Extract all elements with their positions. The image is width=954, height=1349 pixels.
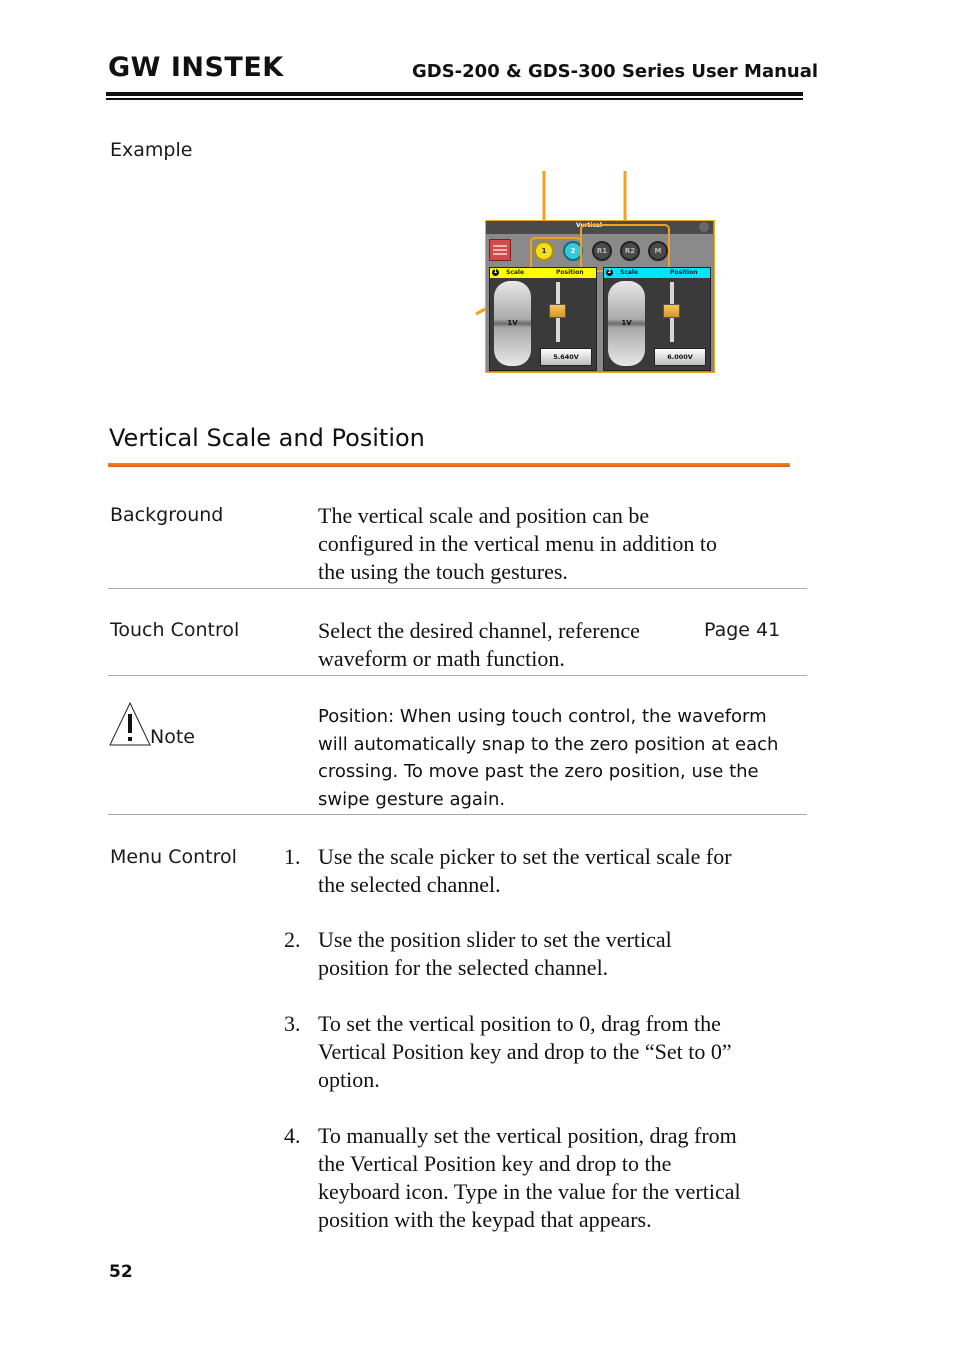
step-1-line-2: the selected channel. (318, 872, 501, 897)
channel-1-scale-label: Scale (506, 269, 525, 276)
channel-2-scale-value: 1V (621, 319, 632, 327)
step-4-line-1: To manually set the vertical position, drag from (318, 1123, 737, 1148)
channel-2-button: 2 (563, 241, 583, 261)
section-title-rule (108, 463, 790, 467)
header-rule-thin (106, 98, 803, 100)
warning-icon (108, 701, 152, 747)
channel-1-position-thumb (549, 304, 566, 318)
channel-1-panel (489, 267, 597, 371)
step-2-line-1: Use the position slider to set the vertical (318, 927, 672, 952)
note-line-4: swipe gesture again. (318, 788, 506, 810)
manual-title: GDS-200 & GDS-300 Series User Manual (412, 61, 819, 82)
channel-1-position-label: Position (556, 269, 584, 276)
background-label: Background (110, 504, 224, 526)
page-reference-link[interactable]: Page 41 (704, 619, 781, 641)
note-line-3: crossing. To move past the zero position, use the (318, 761, 759, 782)
step-1-text (318, 843, 732, 899)
menu-control-label: Menu Control (110, 846, 237, 868)
channel-2-position-thumb (663, 304, 680, 318)
step-3-line-3: option. (318, 1067, 380, 1092)
row-divider (108, 588, 807, 589)
channel-2-position-readout: 6.000V (654, 348, 706, 366)
touch-control-line-1: Select the desired channel, reference (318, 618, 640, 643)
channel-2-scale-label: Scale (620, 269, 639, 276)
gw-instek-logo: GW INSTEK (108, 52, 284, 83)
channel-1-panel-header (490, 268, 596, 278)
touch-control-text (318, 617, 640, 673)
step-4-line-3: keyboard icon. Type in the value for the vertical (318, 1179, 741, 1204)
background-text (318, 502, 717, 586)
screen-menu-icon (489, 239, 511, 261)
note-line-2: will automatically snap to the zero position at each (318, 733, 779, 755)
step-3-line-1: To set the vertical position to 0, drag from the (318, 1011, 721, 1036)
step-4-number: 4. (284, 1123, 301, 1148)
ref-1-button: R1 (592, 241, 612, 261)
ref-math-highlight-box (580, 224, 670, 272)
background-line-1: The vertical scale and position can be (318, 503, 650, 528)
step-4-line-4: position with the keypad that appears. (318, 1207, 652, 1232)
step-3-number: 3. (284, 1011, 301, 1036)
step-4-text (318, 1122, 741, 1234)
screen-menu-title: Vertical (576, 222, 602, 229)
step-3-line-2: Vertical Position key and drop to the “Set to 0” (318, 1039, 732, 1064)
section-title: Vertical Scale and Position (109, 424, 425, 452)
step-2-number: 2. (284, 927, 301, 952)
touch-control-line-2: waveform or math function. (318, 646, 565, 671)
screen-settings-icon (699, 222, 709, 232)
row-divider (108, 814, 807, 815)
step-4-line-2: the Vertical Position key and drop to the (318, 1151, 672, 1176)
step-1-line-1: Use the scale picker to set the vertical scale for (318, 844, 732, 869)
example-label: Example (110, 139, 193, 161)
background-line-2: configured in the vertical menu in addition to (318, 531, 717, 556)
channel-2-panel (603, 267, 711, 371)
note-label: Note (150, 726, 195, 748)
channel-2-position-label: Position (670, 269, 698, 276)
header-rule-thick (106, 92, 803, 96)
note-text (318, 703, 778, 813)
channel-2-number: 2 (607, 269, 612, 275)
step-2-text (318, 926, 672, 982)
vertical-menu-screenshot (485, 220, 715, 373)
page-number: 52 (109, 1262, 133, 1282)
step-2-line-2: position for the selected channel. (318, 955, 609, 980)
note-line-1: Position: When using touch control, the waveform (318, 706, 767, 727)
step-3-text (318, 1010, 732, 1094)
touch-control-label: Touch Control (110, 619, 240, 641)
background-line-3: the using the touch gestures. (318, 559, 568, 584)
channel-2-scale-picker (608, 281, 645, 366)
channel-1-position-readout: 5.640V (540, 348, 592, 366)
channel-1-number: 1 (493, 269, 498, 275)
row-divider (108, 675, 807, 676)
step-1-number: 1. (284, 844, 301, 869)
math-button: M (648, 241, 668, 261)
ref-2-button: R2 (620, 241, 640, 261)
channel-1-scale-value: 1V (507, 319, 518, 327)
channel-2-panel-header (604, 268, 710, 278)
channel-1-button: 1 (534, 241, 554, 261)
channel-1-scale-picker (494, 281, 531, 366)
